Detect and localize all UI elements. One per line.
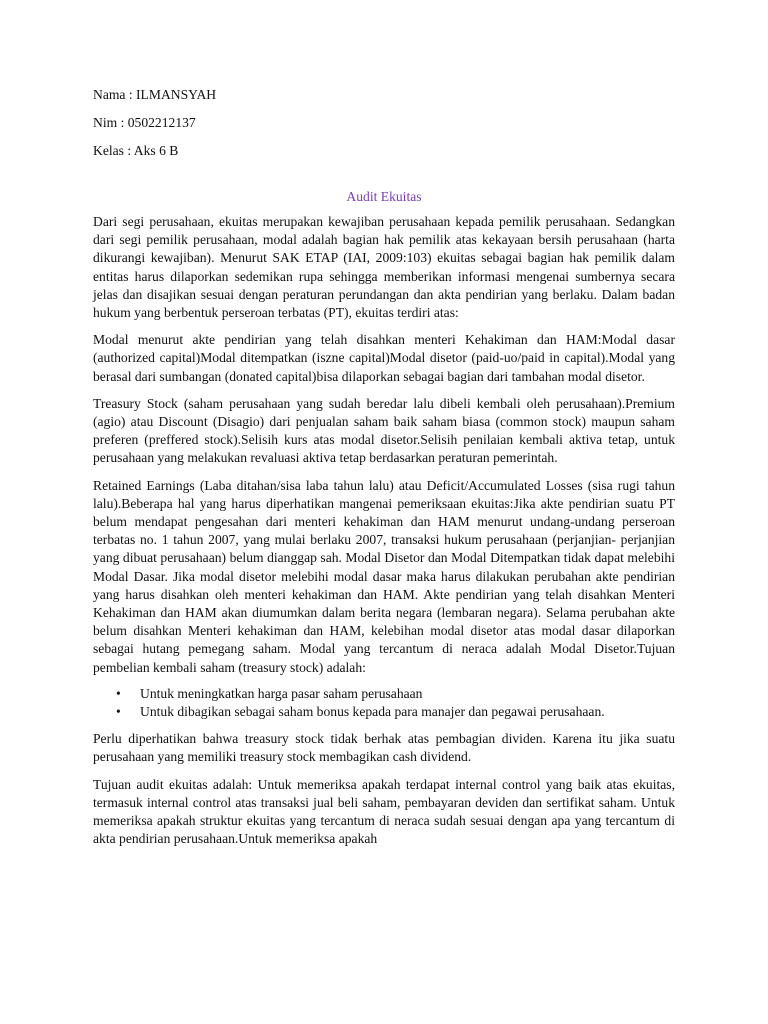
paragraph: Perlu diperhatikan bahwa treasury stock tidak berhak atas pembagian dividen. Karena itu jika suatu perusahaan yang memiliki treasury stock membagikan cash dividend.	[93, 731, 675, 765]
list-item	[93, 685, 675, 703]
document-title: Audit Ekuitas	[346, 188, 422, 204]
bullet-list	[93, 685, 675, 721]
bullet-icon: •	[116, 685, 121, 701]
paragraph: Dari segi perusahaan, ekuitas merupakan kewajiban perusahaan kepada pemilik perusahaan. Sedangkan dari segi pemilik perusahaan, modal adalah bagian hak pemilik atas kekayaan bersih perusahaan (harta dikurangi kewajiban). Menurut SAK ETAP (IAI, 2009:103) ekuitas sebagai bagian hak pemilik dalam entitas harus dilaporkan sedemikan rupa sehingga memberikan informasi mengenai sumbernya secara jelas dan disajikan sesuai dengan peraturan perundangan dan akta pendirian yang berlaku. Dalam badan hukum yang berbentuk perseroan terbatas (PT), ekuitas terdiri atas:	[93, 214, 675, 321]
student-class: Kelas : Aks 6 B	[93, 142, 179, 158]
paragraph: Tujuan audit ekuitas adalah: Untuk memeriksa apakah terdapat internal control yang baik atas ekuitas, termasuk internal control atas transaksi jual beli saham, pembayaran deviden dan sertifikat saham. Untuk memeriksa apakah struktur ekuitas yang tercantum di neraca sudah sesuai dengan apa yang tercantum di akta pendirian perusahaan.Untuk memeriksa apakah	[93, 776, 675, 847]
list-item-text: Untuk dibagikan sebagai saham bonus kepada para manajer dan pegawai perusahaan.	[140, 704, 605, 720]
document-page	[93, 86, 675, 858]
paragraph: Modal menurut akte pendirian yang telah disahkan menteri Kehakiman dan HAM:Modal dasar (authorized capital)Modal ditempatkan (iszne capital)Modal disetor (paid-uo/paid in capital).Modal yang berasal dari sumbangan (donated capital)bisa dilaporkan sebagai bagian dari tambahan modal disetor.	[93, 332, 675, 384]
list-item-text: Untuk meningkatkan harga pasar saham perusahaan	[140, 685, 423, 701]
student-nim: Nim : 0502212137	[93, 114, 196, 130]
paragraph: Treasury Stock (saham perusahaan yang sudah beredar lalu dibeli kembali oleh perusahaan).Premium (agio) atau Discount (Disagio) dari penjualan saham baik saham biasa (common stock) maupun saham preferen (preffered stock).Selisih kurs atas modal disetor.Selisih penilaian kembali aktiva tetap, untuk perusahaan yang melakukan revaluasi aktiva tetap berdasarkan peraturan pemerintah.	[93, 395, 675, 466]
bullet-icon: •	[116, 704, 121, 720]
list-item	[93, 703, 675, 721]
paragraph: Retained Earnings (Laba ditahan/sisa laba tahun lalu) atau Deficit/Accumulated Losses (sisa rugi tahun lalu).Beberapa hal yang harus diperhatikan mangenai pemeriksaan ekuitas:Jika akte pendirian suatu PT belum mendapat pengesahan dari menteri kehakiman dan HAM menurut undang-undang perseroan terbatas no. 1 tahun 2007, yang mulai berlaku 2007, transaksi hukum perusahaan (perjanjian- perjanjian yang dibuat perusahaan) belum dianggap sah. Modal Disetor dan Modal Ditempatkan tidak dapat melebihi Modal Dasar. Jika modal disetor melebihi modal dasar maka harus dilakukan perubahan akte pendirian yang harus disahkan oleh menteri kehakiman dan HAM. Akte pendirian yang telah disahkan Menteri Kehakiman dan HAM akan diumumkan dalam berita negara (lembaran negara). Selama perubahan akte belum disahkan Menteri kehakiman dan HAM, kelebihan modal disetor atas modal dasar dilaporkan sebagai hutang pemegang saham. Modal yang tercantum di neraca adalah Modal Disetor.Tujuan pembelian kembali saham (treasury stock) adalah:	[93, 477, 675, 675]
student-name: Nama : ILMANSYAH	[93, 87, 217, 102]
